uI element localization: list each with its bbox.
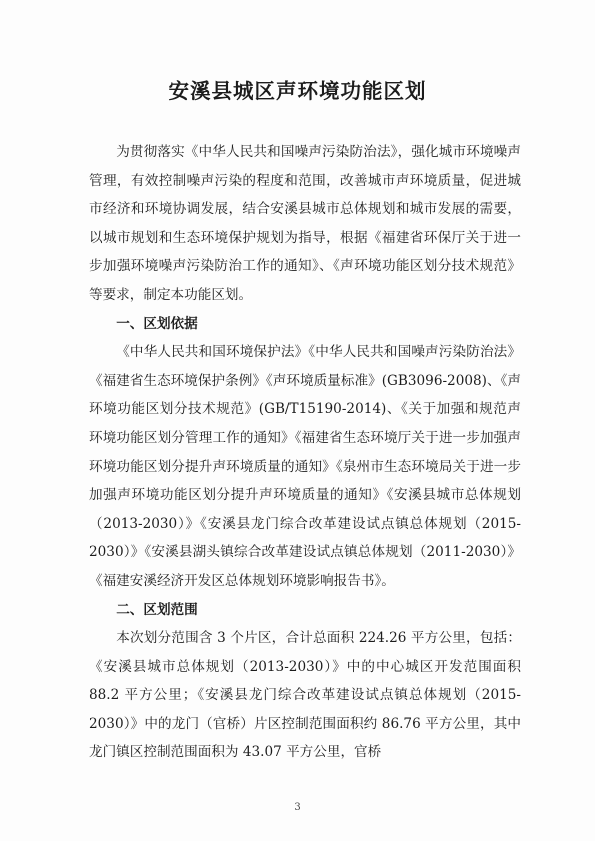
- document-title: 安溪县城区声环境功能区划: [168, 79, 427, 103]
- document-body: [89, 138, 521, 767]
- page-number: 3: [294, 802, 301, 813]
- section-heading-basis: 一、区划依据: [116, 315, 198, 332]
- intro-paragraph: 为贯彻落实《中华人民共和国噪声污染防治法》，强化城市环境噪声管理，有效控制噪声污染的程度和范围，改善城市声环境质量，促进城市经济和环境协调发展，结合安溪县城市总体规划和城市发展的需要，以城市规划和生态环境保护规划为指导，根据《福建省环保厅关于进一步加强环境噪声污染防治工作的通知》、《声环境功能区划分技术规范》等要求，制定本功能区划。: [89, 144, 521, 303]
- basis-paragraph: 《中华人民共和国环境保护法》《中华人民共和国噪声污染防治法》《福建省生态环境保护条例》《声环境质量标准》(GB3096-2008)、《声环境功能区划分技术规范》(GB/T15190-2014)、《关于加强和规范声环境功能区划分管理工作的通知》《福建省生态环境厅关于进一步加强声环境功能区划分提升声环境质量的通知》《泉州市生态环境局关于进一步加强声环境功能区划分提升声环境质量的通知》《安溪县城市总体规划（2013-2030）》《安溪县龙门综合改革建设试点镇总体规划（2015-2030）》《安溪县湖头镇综合改革建设试点镇总体规划（2011-2030）》《福建安溪经济开发区总体规划环境影响报告书》。: [89, 344, 521, 589]
- scope-paragraph: 本次划分范围含 3 个片区，合计总面积 224.26 平方公里，包括：《安溪县城市总体规划（2013-2030）》中的中心城区开发范围面积 88.2 平方公里；《安溪县龙门综合改革建设试点镇总体规划（2015-2030）》中的龙门（官桥）片区控制范围面积约 86.76 平方公里，其中龙门镇区控制范围面积为 43.07 平方公里，官桥: [89, 630, 521, 761]
- section-heading-scope: 二、区划范围: [116, 601, 198, 618]
